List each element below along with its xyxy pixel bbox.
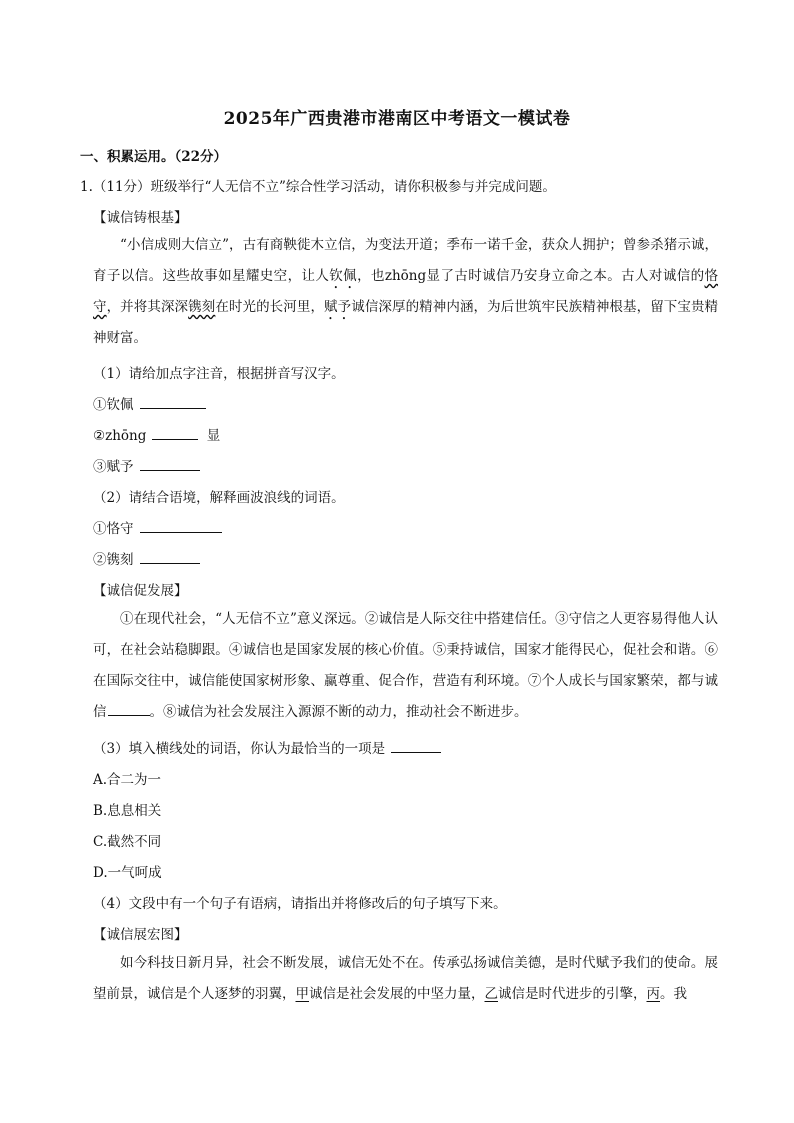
- marker-bing: 丙: [646, 986, 660, 1002]
- passage-development: ①在现代社会，“人无信不立”意义深远。②诚信是人际交往中搭建信任。③守信之人更容易得他人认可，在社会站稳脚跟。④诚信也是国家发展的核心价值。⑤秉持诚信，国家才能得民心，促社会和谐。⑥在国际交往中，诚信能使国家树形象、赢尊重、促合作，营造有利环境。⑦个人成长与国家繁荣，都与诚信 。⑧诚信为社会发展注入源源不断的动力，推动社会不断进步。: [93, 611, 718, 720]
- marker-yi: 乙: [484, 986, 498, 1002]
- wavy-word-keshou: 恪守: [93, 268, 719, 315]
- option-c[interactable]: C.截然不同: [93, 834, 162, 850]
- answer-line-juanke: ②镌刻: [93, 548, 200, 568]
- answer-line-zhong: ②zhōng 显: [93, 428, 221, 444]
- dotted-word-fuyu: 赋予: [324, 299, 352, 315]
- option-d[interactable]: D.一气呵成: [93, 865, 162, 881]
- answer-blank[interactable]: [140, 551, 200, 564]
- sub-heading-development: 【诚信促发展】: [93, 583, 188, 599]
- answer-line-fuyu: ③赋予: [93, 455, 200, 475]
- question-1-2: （2）请结合语境，解释画波浪线的词语。: [93, 490, 345, 506]
- answer-line-qinpei: ①钦佩: [93, 393, 206, 413]
- question-1-3: （3）填入横线处的词语，你认为最恰当的一项是: [93, 737, 441, 757]
- passage-vision: 如今科技日新月异，社会不断发展，诚信无处不在。传承弘扬诚信美德，是时代赋予我们的使命。展望前景，诚信是个人逐梦的羽翼，甲诚信是社会发展的中坚力量，乙诚信是时代进步的引擎，丙。我: [93, 955, 718, 1002]
- sub-heading-foundation: 【诚信铸根基】: [93, 210, 188, 226]
- answer-blank[interactable]: [140, 396, 206, 409]
- wavy-word-juanke: 镌刻: [188, 299, 216, 315]
- answer-blank[interactable]: [391, 740, 441, 753]
- answer-blank[interactable]: [140, 458, 200, 471]
- question-1-intro: 1.（11分）班级举行“人无信不立”综合性学习活动，请你积极参与并完成问题。: [80, 179, 556, 195]
- question-1-4: （4）文段中有一个句子有语病，请指出并将修改后的句子填写下来。: [93, 896, 507, 912]
- option-a[interactable]: A.合二为一: [93, 772, 162, 788]
- answer-blank[interactable]: [152, 427, 198, 440]
- marker-jia: 甲: [295, 986, 309, 1002]
- answer-blank[interactable]: [140, 520, 222, 533]
- section-heading: 一、积累运用。（22分）: [80, 149, 228, 165]
- passage-blank[interactable]: [108, 703, 150, 716]
- answer-line-keshou: ①恪守: [93, 517, 222, 537]
- passage-foundation: “小信成则大信立”，古有商鞅徙木立信，为变法开道；季布一诺千金，获众人拥护；曾参杀猪示诚，育子以信。这些故事如星耀史空，让人钦佩，也zhōng显了古时诚信乃安身立命之本。古人对诚信的恪守，并将其深深镌刻在时光的长河里，赋予诚信深厚的精神内涵，为后世筑牢民族精神根基，留下宝贵精神财富。: [93, 237, 719, 346]
- dotted-word-qinpei: 钦佩: [329, 268, 358, 284]
- pinyin-zhong: zhōng: [384, 268, 427, 284]
- question-1-1: （1）请给加点字注音，根据拼音写汉字。: [93, 366, 345, 382]
- sub-heading-vision: 【诚信展宏图】: [93, 927, 188, 943]
- exam-title: 2025年广西贵港市港南区中考语文一模试卷: [223, 109, 571, 129]
- option-b[interactable]: B.息息相关: [93, 803, 162, 819]
